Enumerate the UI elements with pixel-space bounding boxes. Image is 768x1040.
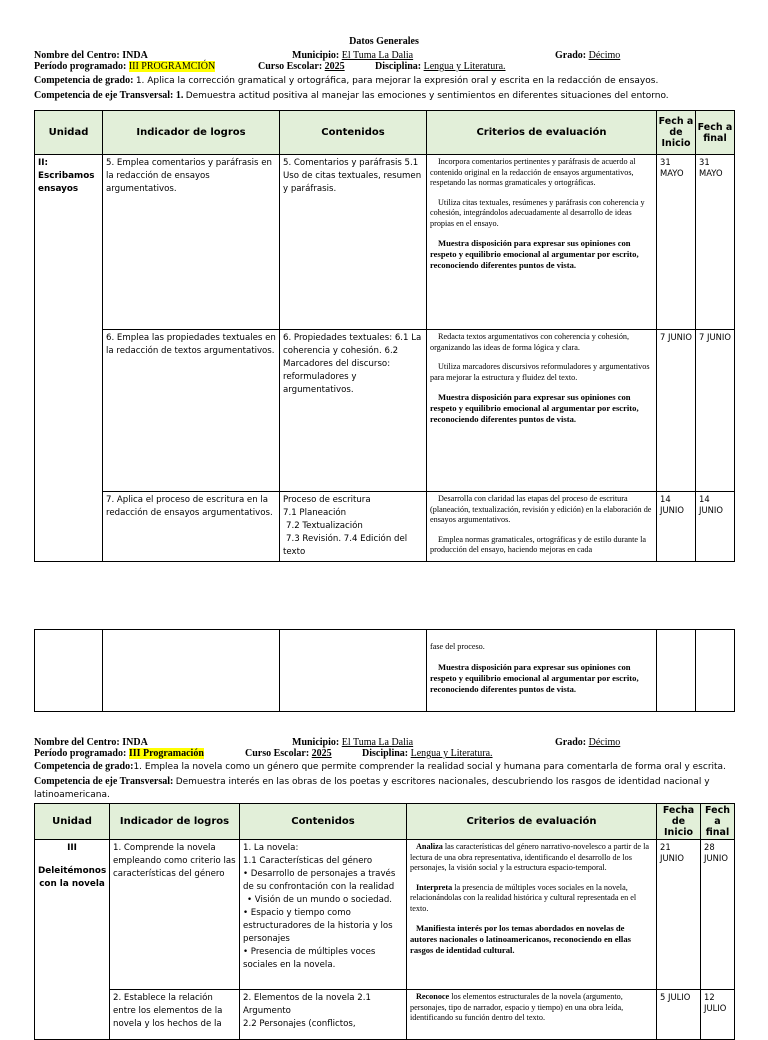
comp-grado-text: 1. Emplea la novela como un género que permite comprender la realidad social y humana para comentarla de forma oral y escrita. [133,762,726,772]
comp-grado-text: 1. Aplica la corrección gramatical y ortográfica, para mejorar la expresión oral y escrita en la redacción de ensayos. [135,76,659,86]
unit-cell: II: Escribamos ensayos [35,155,103,562]
comp-eje-label: Competencia de eje Transversal: [34,776,174,787]
criterios-cell [427,492,657,562]
criterio-lead: Reconoce [416,992,450,1001]
contenido-line: • Visión de un mundo o sociedad. [247,895,393,905]
comp-eje-text: Demuestra interés en las obras de los poetas y escritores nacionales, descubriendo los rasgos de identidad nacional y latinoamericana. [34,777,710,800]
contenido-line: 7.3 Revisión. 7.4 Edición del [286,534,408,544]
periodo-field [34,61,215,73]
fecha-final-cell: 31 MAYO [696,155,735,330]
indicador-cell: 5. Emplea comentarios y paráfrasis en la redacción de ensayos argumentativos. [103,155,280,330]
header-contenidos: Contenidos [240,804,407,840]
contenido-line: • Desarrollo de personajes a través de su confrontación con la realidad [243,869,396,892]
criterio-text [410,992,653,1024]
header-unidad: Unidad [35,804,110,840]
contenido-line: Proceso de escritura [283,495,371,505]
criterio-body: la presencia de múltiples voces sociales en la novela, relacionándolas con la realidad histórica y cultural representada en el texto. [410,882,637,913]
contenidos-cell [240,990,407,1040]
fecha-final-cell: 14 JUNIO [696,492,735,562]
disciplina-label: Disciplina: [375,61,422,72]
periodo-label: Período programado: [34,748,127,759]
competencia-eje [34,775,734,802]
criterio-body: las características del género narrativo-novelesco a partir de la lectura de una obra representativa, identificando el desarrollo de los personajes, la visión social y la estructura espacio-temporal. [410,842,650,872]
fecha-final-cell: 28 JUNIO [701,840,735,990]
empty-cell [280,630,427,712]
criterio-bold: Muestra disposición para expresar sus opiniones con respeto y equilibrio emocional al argumentar por escrito, reconociendo diferentes puntos de vista. [430,661,639,694]
municipio-value: El Tuma La Dalia [341,50,414,61]
table-row [35,840,735,990]
contenidos-cell [280,492,427,562]
planning-table-1 [34,110,735,562]
header-fecha-inicio: Fecha de Inicio [657,804,701,840]
planning-table-1-continued [34,629,735,712]
contenidos-cell [240,840,407,990]
disciplina-field [375,61,506,73]
criterio-text: fase del proceso. [430,642,485,651]
periodo-label: Período programado: [34,61,127,72]
disciplina-value: Lengua y Literatura. [423,61,506,72]
grado-value: Décimo [588,50,621,61]
contenido-line: 2. Elementos de la novela 2.1 Argumento [243,993,371,1016]
grado-label: Grado: [555,50,587,61]
empty-cell [657,630,696,712]
criterios-cell [427,155,657,330]
curso-value: 2025 [324,61,345,72]
criterio-text: Utiliza citas textuales, resúmenes y paráfrasis con coherencia y cohesión, integrándolos adecuadamente al desarrollo de ideas propias en el ensayo. [430,197,645,228]
table-row [35,630,735,712]
grado-field [555,50,620,62]
centro-label: Nombre del Centro: [34,737,120,748]
grado-field [555,737,620,749]
contenido-line: 1.1 Características del género [243,856,373,866]
header-fecha-final: Fech a final [696,111,735,155]
criterios-cell [407,840,657,990]
table-row [35,155,735,330]
criterio-text [410,842,653,874]
criterio-text: Redacta textos argumentativos con coherencia y cohesión, organizando las ideas de forma lógica y clara. [430,332,630,352]
grado-value: Décimo [588,737,621,748]
disciplina-value: Lengua y Literatura. [410,748,493,759]
page-title: Datos Generales [349,36,419,47]
criterio-bold: Manifiesta interés por los temas abordados en novelas de autores nacionales o latinoamericanos, reconociendo en ellas rasgos de identidad cultural. [410,923,631,955]
empty-cell [103,630,280,712]
centro-value: INDA [122,737,148,748]
fecha-inicio-cell: 7 JUNIO [657,330,696,492]
curso-field [258,61,345,73]
competencia-grado [34,760,734,774]
fecha-final-cell: 12 JULIO [701,990,735,1040]
header-criterios: Criterios de evaluación [407,804,657,840]
criterio-text [410,883,653,915]
criterio-text: Desarrolla con claridad las etapas del proceso de escritura (planeación, textualización, revisión y edición) en la elaboración de ensayos argumentativos. [430,494,652,524]
periodo-value: III PROGRAMCIÓN [128,61,216,72]
criterio-body: los elementos estructurales de la novela (argumento, personajes, tipo de narrador, espacio y tiempo) en una obra leída, identificando su función dentro del texto. [410,992,624,1022]
contenido-line: • Espacio y tiempo como estructuradores de la historia y los personajes [243,908,393,944]
indicador-cell: 7. Aplica el proceso de escritura en la redacción de ensayos argumentativos. [103,492,280,562]
fecha-inicio-cell: 31 MAYO [657,155,696,330]
criterios-cell [427,330,657,492]
competencia-grado [34,74,734,88]
header-unidad: Unidad [35,111,103,155]
table-row [35,990,735,1040]
table-header-row [35,111,735,155]
contenidos-cell: 6. Propiedades textuales: 6.1 La coherencia y cohesión. 6.2 Marcadores del discurso: reformuladores y argumentativos. [280,330,427,492]
periodo-value: III Programación [128,748,204,759]
fecha-inicio-cell: 21 JUNIO [657,840,701,990]
contenido-line: texto [283,547,306,557]
disciplina-label: Disciplina: [362,748,409,759]
indicador-cell: 1. Comprende la novela empleando como criterio las características del género [110,840,240,990]
header-fecha-inicio: Fech a de Inicio [657,111,696,155]
curso-field [245,748,332,760]
criterio-lead: Analiza [416,842,443,851]
contenido-line: • Presencia de múltiples voces sociales en la novela. [243,947,376,970]
unit-cell [35,840,110,1040]
comp-eje-text: Demuestra actitud positiva al manejar las emociones y sentimientos en diferentes situaciones del entorno. [185,91,669,101]
centro-value: INDA [122,50,148,61]
municipio-label: Municipio: [292,50,340,61]
fecha-inicio-cell: 14 JUNIO [657,492,696,562]
criterio-bold: Muestra disposición para expresar sus opiniones con respeto y equilibrio emocional al argumentar por escrito, reconociendo diferentes puntos de vista. [430,238,639,270]
contenido-line: 1. La novela: [243,843,299,853]
contenido-line: 2.2 Personajes (conflictos, [243,1019,356,1029]
curso-label: Curso Escolar: [258,61,323,72]
criterios-cell [407,990,657,1040]
competencia-eje [34,89,734,103]
municipio-label: Municipio: [292,737,340,748]
unit-name: Deleitémonos con la novela [38,866,107,889]
comp-grado-label: Competencia de grado: [34,75,134,86]
criterio-bold: Muestra disposición para expresar sus opiniones con respeto y equilibrio emocional al argumentar por escrito, reconociendo diferentes puntos de vista. [430,392,639,424]
curso-label: Curso Escolar: [245,748,310,759]
header-contenidos: Contenidos [280,111,427,155]
criterio-lead: Interpreta [416,882,453,892]
criterio-text: Utiliza marcadores discursivos reformuladores y argumentativos para mejorar la estructura y fluidez del texto. [430,362,650,382]
indicador-cell: 6. Emplea las propiedades textuales en la redacción de textos argumentativos. [103,330,280,492]
centro-label: Nombre del Centro: [34,50,120,61]
empty-cell [35,630,103,712]
header-criterios: Criterios de evaluación [427,111,657,155]
contenido-line: 7.2 Textualización [286,521,363,531]
criterio-text: Emplea normas gramaticales, ortográficas y de estilo durante la producción del ensayo, haciendo mejoras en cada [430,534,647,554]
table-header-row [35,804,735,840]
indicador-cell: 2. Establece la relación entre los elementos de la novela y los hechos de la [110,990,240,1040]
planning-table-2 [34,803,735,1040]
header-fecha-final: Fech a final [701,804,735,840]
comp-grado-label: Competencia de grado: [34,761,134,772]
table-row [35,492,735,562]
header-indicador: Indicador de logros [103,111,280,155]
comp-eje-label: Competencia de eje Transversal: 1. [34,90,184,101]
table-row [35,330,735,492]
municipio-value: El Tuma La Dalia [341,737,414,748]
contenido-line: 7.1 Planeación [283,508,347,518]
periodo-field [34,748,204,760]
contenidos-cell: 5. Comentarios y paráfrasis 5.1 Uso de citas textuales, resumen y paráfrasis. [280,155,427,330]
empty-cell [696,630,735,712]
criterios-cell [427,630,657,712]
criterio-text: Incorpora comentarios pertinentes y paráfrasis de acuerdo al contenido original en la redacción de ensayos argumentativos, respetando las normas gramaticales y ortográficas. [430,157,636,187]
unit-number: III [67,843,77,853]
fecha-inicio-cell: 5 JULIO [657,990,701,1040]
fecha-final-cell: 7 JUNIO [696,330,735,492]
header-indicador: Indicador de logros [110,804,240,840]
disciplina-field [362,748,493,760]
curso-value: 2025 [311,748,332,759]
grado-label: Grado: [555,737,587,748]
